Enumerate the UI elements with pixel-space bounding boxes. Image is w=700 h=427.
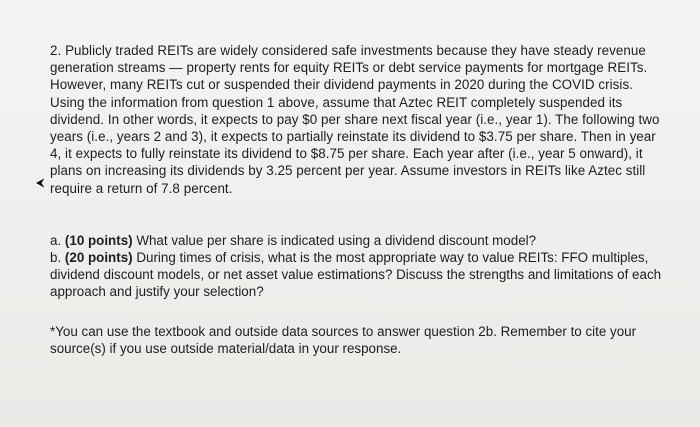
question-text: Publicly traded REITs are widely considered safe investments because they have steady revenue generation streams — property rents for equity REITs or debt service payments for mortgage REITs. However, many REITs cut or suspended their dividend payments in 2020 during the COVID crisis. Using the information from question 1 above, assume that Aztec REIT completely suspended its dividend. In other words, it expects to pay $0 per share next fiscal year (i.e., year 1). The following two years (i.e., years 2 and 3), it expects to partially reinstate its dividend to $3.75 per share. Then in year 4, it expects to fully reinstate its dividend to $8.75 per share. Each year after (i.e., year 5 onward), it plans on increasing its dividends by 3.25 percent per year. Assume investors in REITs like Aztec still require a return of 7.8 percent.: [50, 43, 660, 196]
part-a-text: What value per share is indicated using a dividend discount model?: [136, 233, 537, 248]
part-b-points: (20 points): [64, 250, 133, 265]
part-b-paragraph: [50, 249, 670, 301]
question-paragraph: [50, 42, 670, 197]
footnote-text: *You can use the textbook and outside data sources to answer question 2b. Remember to cite your source(s) if you use outside material/data in your response.: [50, 324, 637, 357]
arrow-cursor-icon: [34, 176, 48, 190]
question-2: [50, 42, 670, 197]
part-a-points: (10 points): [64, 233, 133, 248]
part-b-label: b.: [50, 250, 62, 265]
part-a: [50, 232, 670, 249]
question-number: 2.: [50, 43, 62, 58]
part-b: [50, 249, 670, 301]
part-b-text: During times of crisis, what is the most appropriate way to value REITs: FFO multiples, dividend discount models, or net asset value estimations? Discuss the strengths and limitations of each approach and justify your selection?: [50, 250, 662, 300]
footnote: [50, 323, 670, 357]
part-a-paragraph: [50, 232, 670, 249]
part-a-label: a.: [50, 233, 62, 248]
